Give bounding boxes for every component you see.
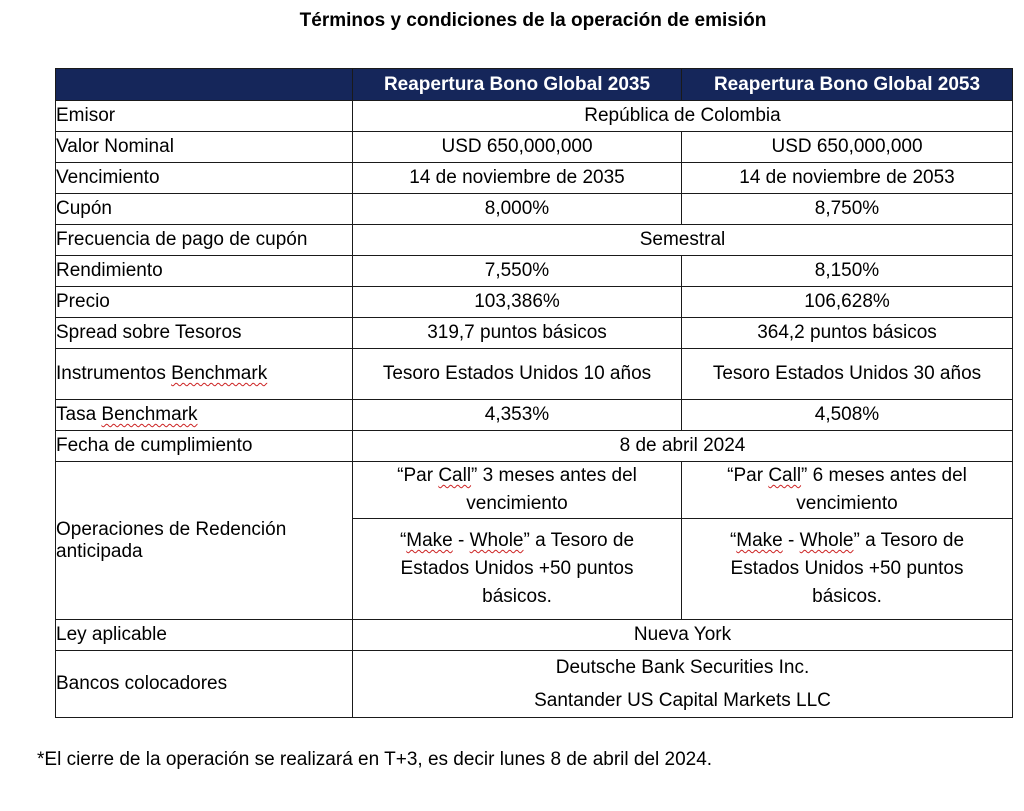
value-precio-2053: 106,628% xyxy=(682,287,1013,318)
row-label-tasa xyxy=(56,400,353,431)
value-frecuencia: Semestral xyxy=(353,225,1013,256)
make-word: Make xyxy=(736,530,783,551)
row-label-fecha: Fecha de cumplimiento xyxy=(56,431,353,462)
value-par-call-2035 xyxy=(353,462,682,519)
bank-1: Deutsche Bank Securities Inc. xyxy=(555,657,810,678)
header-bono-2053: Reapertura Bono Global 2053 xyxy=(682,69,1013,101)
table-row xyxy=(56,318,1013,349)
row-label-instrumentos xyxy=(56,349,353,400)
value-rendimiento-2035: 7,550% xyxy=(353,256,682,287)
footnote: *El cierre de la operación se realizará en T+3, es decir lunes 8 de abril del 2024. xyxy=(37,749,713,770)
header-bono-2035: Reapertura Bono Global 2035 xyxy=(353,69,682,101)
make-whole-text: ” a Tesoro de xyxy=(523,530,635,551)
par-call-text: ” 3 meses antes del xyxy=(471,465,637,486)
row-label-cupon: Cupón xyxy=(56,194,353,225)
make-whole-text: - xyxy=(452,530,470,551)
table-row xyxy=(56,651,1013,718)
table-row xyxy=(56,462,1013,519)
redencion-label-line1: Operaciones de Redención xyxy=(56,518,287,540)
row-label-frecuencia: Frecuencia de pago de cupón xyxy=(56,225,353,256)
table-row xyxy=(56,194,1013,225)
value-instrumentos-2053: Tesoro Estados Unidos 30 años xyxy=(682,349,1013,400)
tasa-label-text: Tasa xyxy=(56,404,102,425)
make-word: Make xyxy=(406,530,453,551)
whole-word: Whole xyxy=(799,530,854,551)
value-make-whole-2035 xyxy=(353,519,682,620)
par-call-text: vencimiento xyxy=(796,493,898,514)
row-label-vencimiento: Vencimiento xyxy=(56,163,353,194)
table-row xyxy=(56,431,1013,462)
make-whole-text: - xyxy=(782,530,800,551)
benchmark-word: Benchmark xyxy=(171,363,268,384)
row-label-ley: Ley aplicable xyxy=(56,620,353,651)
value-vencimiento-2035: 14 de noviembre de 2035 xyxy=(353,163,682,194)
instrumentos-label-text: Instrumentos xyxy=(56,363,172,384)
value-precio-2035: 103,386% xyxy=(353,287,682,318)
make-whole-text: Estados Unidos +50 puntos xyxy=(400,558,634,579)
row-label-bancos: Bancos colocadores xyxy=(56,651,353,718)
redencion-label-line2: anticipada xyxy=(56,540,143,562)
call-word: Call xyxy=(768,465,802,486)
value-fecha: 8 de abril 2024 xyxy=(353,431,1013,462)
make-whole-text: básicos. xyxy=(482,586,552,607)
row-label-rendimiento: Rendimiento xyxy=(56,256,353,287)
value-cupon-2053: 8,750% xyxy=(682,194,1013,225)
row-label-emisor: Emisor xyxy=(56,101,353,132)
par-call-text: ” 6 meses antes del xyxy=(801,465,967,486)
header-row xyxy=(56,69,1013,101)
benchmark-word: Benchmark xyxy=(101,404,198,425)
value-tasa-2053: 4,508% xyxy=(682,400,1013,431)
make-whole-text: básicos. xyxy=(812,586,882,607)
value-valor-nominal-2035: USD 650,000,000 xyxy=(353,132,682,163)
value-make-whole-2053 xyxy=(682,519,1013,620)
table-row xyxy=(56,256,1013,287)
par-call-text: vencimiento xyxy=(466,493,568,514)
row-label-spread: Spread sobre Tesoros xyxy=(56,318,353,349)
value-tasa-2035: 4,353% xyxy=(353,400,682,431)
value-rendimiento-2053: 8,150% xyxy=(682,256,1013,287)
par-call-text: “Par xyxy=(397,465,439,486)
table-row xyxy=(56,163,1013,194)
value-spread-2053: 364,2 puntos básicos xyxy=(682,318,1013,349)
make-whole-text: Estados Unidos +50 puntos xyxy=(730,558,964,579)
make-whole-text: ” a Tesoro de xyxy=(853,530,965,551)
table-row xyxy=(56,349,1013,400)
row-label-precio: Precio xyxy=(56,287,353,318)
value-valor-nominal-2053: USD 650,000,000 xyxy=(682,132,1013,163)
table-row xyxy=(56,287,1013,318)
value-emisor: República de Colombia xyxy=(353,101,1013,132)
whole-word: Whole xyxy=(469,530,524,551)
value-vencimiento-2053: 14 de noviembre de 2053 xyxy=(682,163,1013,194)
table-row xyxy=(56,400,1013,431)
header-empty xyxy=(56,69,353,101)
bank-2: Santander US Capital Markets LLC xyxy=(534,690,831,711)
table-row xyxy=(56,132,1013,163)
table-row xyxy=(56,225,1013,256)
value-bancos xyxy=(353,651,1013,718)
par-call-text: “Par xyxy=(727,465,769,486)
value-instrumentos-2035: Tesoro Estados Unidos 10 años xyxy=(353,349,682,400)
value-spread-2035: 319,7 puntos básicos xyxy=(353,318,682,349)
value-ley: Nueva York xyxy=(353,620,1013,651)
row-label-redencion xyxy=(56,462,353,620)
call-word: Call xyxy=(438,465,472,486)
value-par-call-2053 xyxy=(682,462,1013,519)
table-row xyxy=(56,101,1013,132)
document-title: Términos y condiciones de la operación de emisión xyxy=(299,10,767,31)
table-row xyxy=(56,620,1013,651)
make-whole-text: “ xyxy=(729,530,737,551)
make-whole-text: “ xyxy=(399,530,407,551)
terms-table xyxy=(55,68,1013,718)
row-label-valor-nominal: Valor Nominal xyxy=(56,132,353,163)
value-cupon-2035: 8,000% xyxy=(353,194,682,225)
